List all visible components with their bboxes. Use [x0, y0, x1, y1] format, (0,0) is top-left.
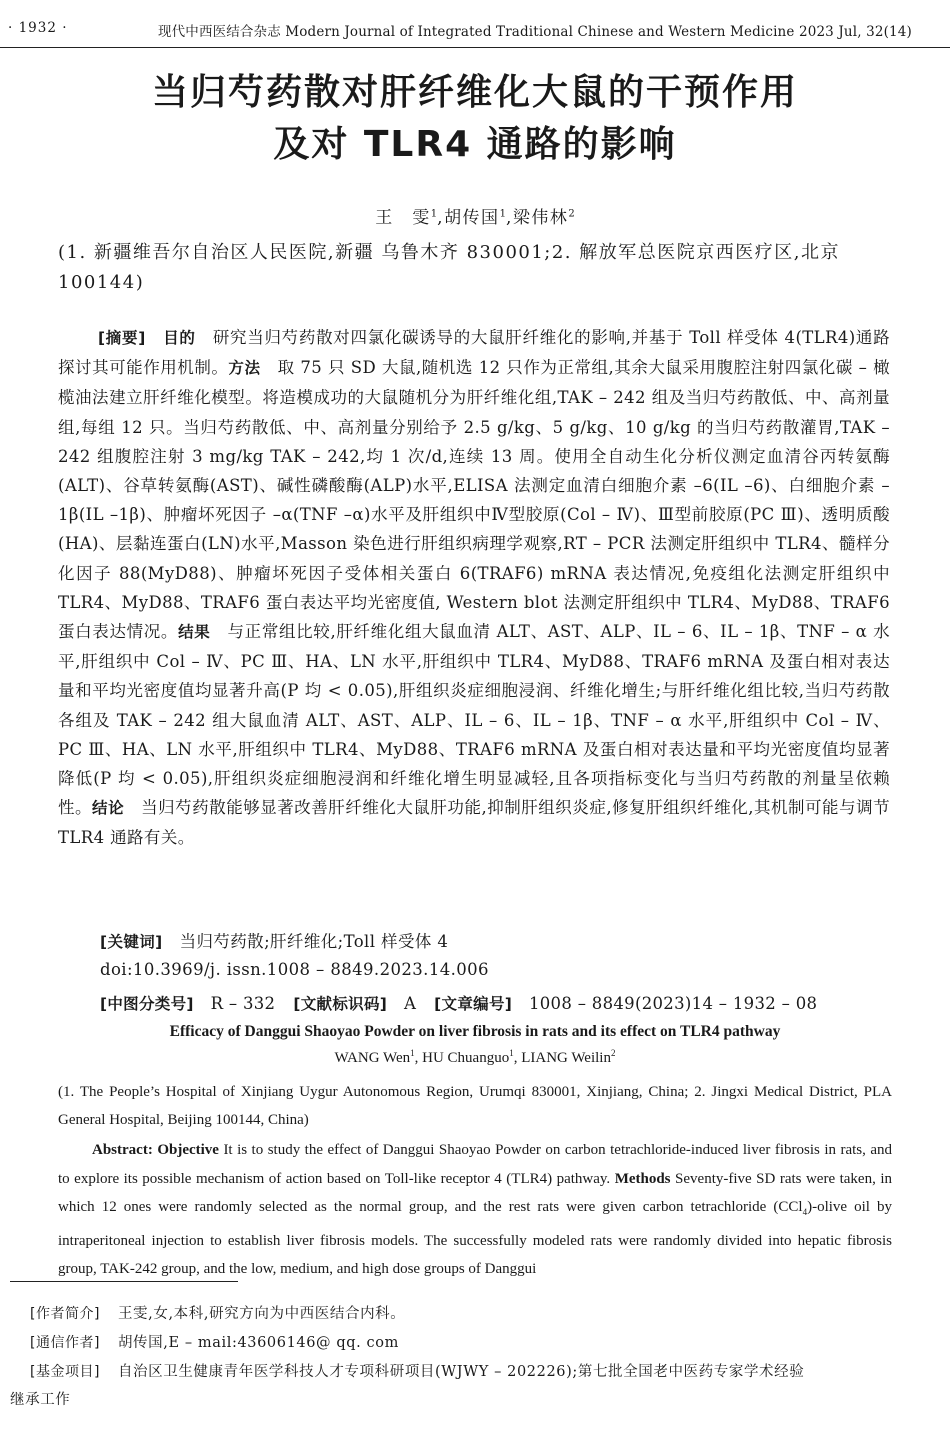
journal-name: 现代中西医结合杂志 Modern Journal of Integrated Traditional Chinese and Western Medicine 2023 Jul, 32(14)	[158, 24, 912, 40]
title-line-1: 当归芍药散对肝纤维化大鼠的干预作用	[151, 72, 798, 113]
footnote-author-label: [作者简介]	[30, 1306, 100, 1322]
english-abstract	[58, 1136, 892, 1284]
footnote-rule	[10, 1281, 238, 1282]
doc-code-label: [文献标识码]	[293, 995, 388, 1013]
english-affiliation: (1. The People’s Hospital of Xinjiang Uygur Autonomous Region, Urumqi 830001, Xinjiang, China; 2. Jingxi Medical District, PLA General Hospital, Beijing 100144, China)	[58, 1084, 892, 1128]
abstract-cn	[58, 323, 890, 853]
footnote-corr-text: 胡传国,E – mail:43606146@ qq. com	[117, 1335, 399, 1351]
methods-text: 取 75 只 SD 大鼠,随机选 12 只作为正常组,其余大鼠采用腹腔注射四氯化碳 – 橄榄油法建立肝纤维化模型。将造模成功的大鼠随机分为肝纤维化组,TAK – 242 组及当归芍药散低、中、高剂量组,每组 12 只。当归芍药散低、中、高剂量分别给予 2.5 g/kg、5 g/kg、10 g/kg 的当归芍药散灌胃,TAK – 242 组腹腔注射 3 mg/kg TAK – 242,均 1 次/d,连续 13 周。使用全自动生化分析仪测定血清谷丙转氨酶(ALT)、谷草转氨酶(AST)、碱性磷酸酶(ALP)水平,ELISA 法测定血清白细胞介素 –6(IL –6)、白细胞介素 –1β(IL –1β)、肿瘤坏死因子 –α(TNF –α)水平及肝组织中Ⅳ型胶原(Col – Ⅳ)、Ⅲ型前胶原(PC Ⅲ)、透明质酸(HA)、层黏连蛋白(LN)水平,Masson 染色进行肝组织病理学观察,RT – PCR 法测定肝组织中 TLR4、髓样分化因子 88(MyD88)、肿瘤坏死因子受体相关蛋白 6(TRAF6) mRNA 表达情况,免疫组化法测定肝组织中 TLR4、MyD88、TRAF6 蛋白表达平均光密度值, Western blot 法测定肝组织中 TLR4、MyD88、TRAF6 蛋白表达情况。	[58, 358, 890, 642]
running-header	[0, 20, 950, 42]
author-affiliation-mark: 2	[610, 1048, 616, 1058]
author-affiliation-mark: 1	[410, 1048, 415, 1058]
objective-text: 研究当归芍药散对四氯化碳诱导的大鼠肝纤维化的影响,并基于 Toll 样受体 4(TLR4)通路探讨其可能作用机制。	[58, 328, 891, 378]
english-title: Efficacy of Danggui Shaoyao Powder on liver fibrosis in rats and its effect on TLR4 pathway	[169, 1023, 781, 1040]
conclusion-label: 结论	[92, 799, 125, 818]
author-affiliation-mark: 1	[430, 208, 438, 220]
author-name: 王 雯	[375, 208, 431, 228]
english-methods-label: Methods	[614, 1170, 671, 1187]
author-affiliation-mark: 1	[499, 208, 506, 220]
footnote-corresponding	[30, 1331, 399, 1352]
doc-code-value: A	[403, 994, 417, 1013]
author-name: WANG Wen	[334, 1050, 411, 1066]
footnote-fund-text: 自治区卫生健康青年医学科技人才专项科研项目(WJWY – 202226);第七批全国老中医药专家学术经验	[117, 1364, 805, 1380]
article-number-label: [文章编号]	[434, 995, 513, 1013]
author-affiliation-mark: 2	[568, 208, 575, 220]
english-methods-text: Seventy-five SD rats were taken, in which 12 ones were randomly selected as the normal group, and the rest rats were given carbon tetrachloride (CCl	[58, 1170, 893, 1216]
conclusion-text: 当归芍药散能够显著改善肝纤维化大鼠肝功能,抑制肝组织炎症,修复肝组织纤维化,其机制可能与调节 TLR4 通路有关。	[58, 798, 891, 848]
english-methods-subscript: 4	[802, 1207, 808, 1218]
results-label: 结果	[178, 623, 211, 642]
authors-cn: 王 雯$^1$,胡传国$^1$,梁伟林$^2$	[375, 208, 575, 228]
keywords-text: 当归芍药散;肝纤维化;Toll 样受体 4	[179, 932, 449, 951]
footnote-funding-cont: 继承工作	[10, 1392, 71, 1408]
abstract-label: [摘要]	[98, 329, 146, 347]
footnote-fund-label: [基金项目]	[30, 1364, 100, 1380]
clc-value: R – 332	[210, 994, 276, 1013]
footnote-author-info	[30, 1302, 405, 1323]
english-methods-text-cont: )-olive oil by intraperitoneal injection to establish liver fibrosis models. The successfully modeled rats were randomly divided into hepatic fibrosis group, TAK-242 group, and the low, medium, and high dose groups of Danggui	[58, 1199, 892, 1278]
english-abstract-label: Abstract:	[92, 1142, 153, 1158]
author-name: LIANG Weilin	[521, 1050, 611, 1066]
objective-label: 目的	[163, 329, 196, 347]
footnote-funding	[30, 1360, 804, 1381]
header-rule	[0, 47, 950, 48]
footnote-author-text: 王雯,女,本科,研究方向为中西医结合内科。	[117, 1306, 406, 1322]
english-objective-label: Objective	[157, 1142, 219, 1158]
author-name: HU Chuanguo	[422, 1050, 510, 1066]
results-text: 与正常组比较,肝纤维化组大鼠血清 ALT、AST、ALP、IL – 6、IL – 1β、TNF – α 水平,肝组织中 Col – Ⅳ、PC Ⅲ、HA、LN 水平,肝组织中 TLR4、MyD88、TRAF6 mRNA 及蛋白相对表达量和平均光密度值均显著升高(P 均 < 0.05),肝组织炎症细胞浸润、纤维化增生;与肝纤维化组比较,当归芍药散各组及 TAK – 242 组大鼠血清 ALT、AST、ALP、IL – 6、IL – 1β、TNF – α 水平,肝组织中 Col – Ⅳ、PC Ⅲ、HA、LN 水平,肝组织中 TLR4、MyD88、TRAF6 mRNA 及蛋白相对表达量和平均光密度值均显著降低(P 均 < 0.05),肝组织炎症细胞浸润和纤维化增生明显减轻,且各项指标变化与当归芍药散的剂量呈依赖性。	[58, 622, 890, 818]
author-name: 胡传国	[444, 208, 500, 228]
keywords	[100, 928, 448, 952]
classification	[100, 990, 817, 1014]
doi: doi:10.3969/j. issn.1008 – 8849.2023.14.006	[100, 960, 489, 979]
affiliation-cn: (1. 新疆维吾尔自治区人民医院,新疆 乌鲁木齐 830001;2. 解放军总医院京西医疗区,北京 100144)	[58, 242, 840, 293]
english-authors: WANG Wen$^1$, HU Chuanguo$^1$, LIANG Weilin$^2$	[334, 1048, 616, 1066]
title-line-2: 及对 TLR4 通路的影响	[273, 124, 677, 165]
clc-label: [中图分类号]	[100, 995, 194, 1013]
footnote-corr-label: [通信作者]	[30, 1335, 100, 1351]
methods-label: 方法	[228, 359, 261, 378]
author-affiliation-mark: 1	[509, 1048, 514, 1058]
author-name: 梁伟林	[512, 208, 569, 228]
page-number: · 1932 ·	[8, 20, 68, 36]
english-objective-text: It is to study the effect of Danggui Shaoyao Powder on carbon tetrachloride-induced liver fibrosis in rats, and to explore its possible mechanism of action based on Toll-like receptor 4 (TLR4) pathway.	[58, 1142, 893, 1187]
keywords-label: [关键词]	[100, 933, 163, 951]
article-number-value: 1008 – 8849(2023)14 – 1932 – 08	[528, 994, 818, 1013]
